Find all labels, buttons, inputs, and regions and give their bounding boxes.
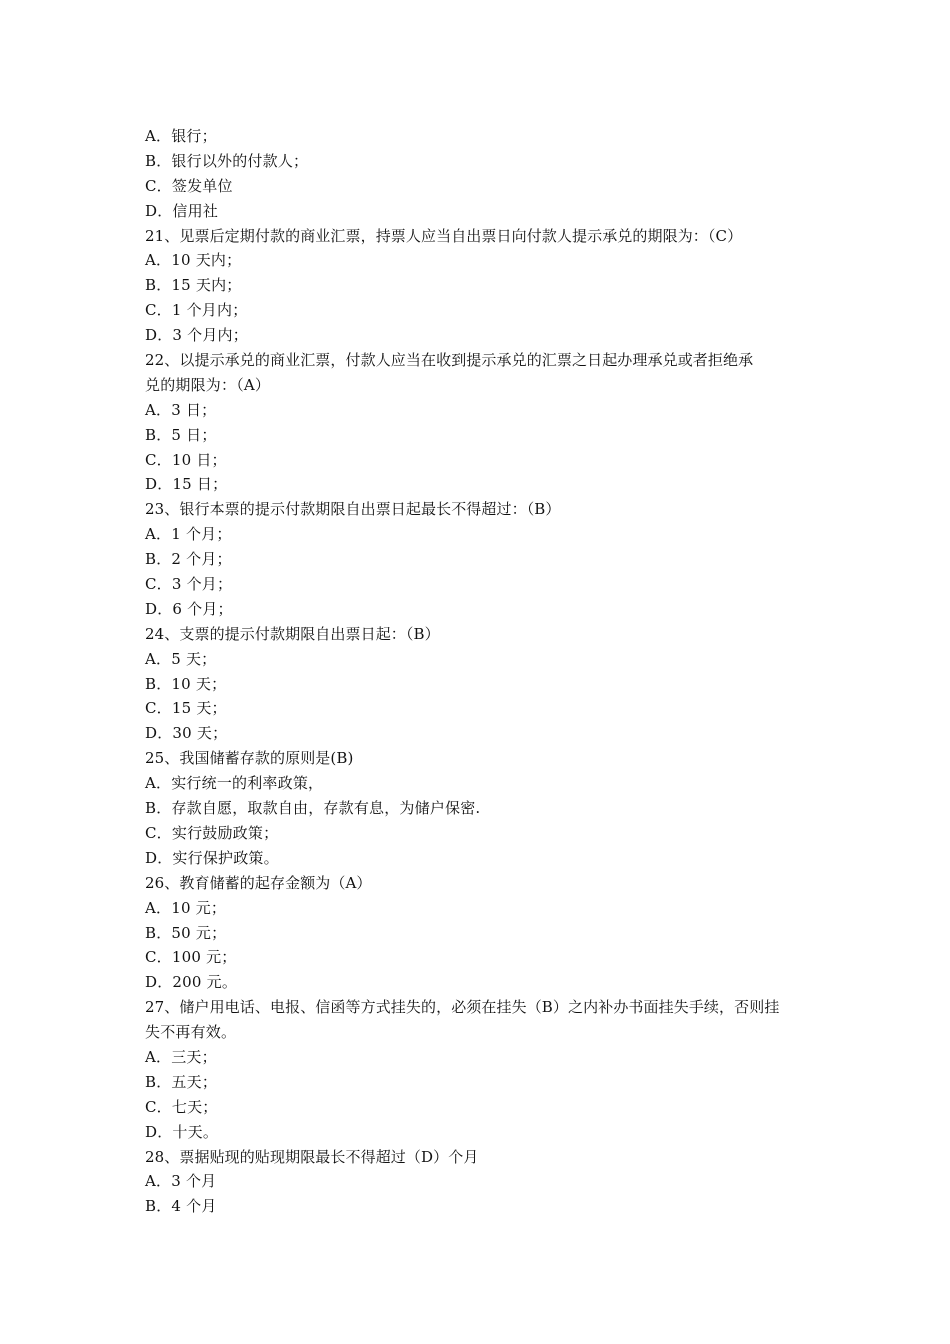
options-block — [145, 896, 813, 996]
options-block — [145, 1169, 813, 1219]
option-line: A．5 天； — [145, 649, 217, 668]
question-text-line: 26、教育储蓄的起存金额为（A） — [145, 873, 372, 892]
question-block — [145, 871, 813, 896]
option-line: B．50 元； — [145, 923, 227, 942]
question-text-line: 24、支票的提示付款期限自出票日起：（B） — [145, 624, 440, 643]
question-text-line: 21、见票后定期付款的商业汇票，持票人应当自出票日向付款人提示承兑的期限为：（C） — [145, 226, 743, 245]
question-block — [145, 224, 813, 249]
option-line: D．30 天； — [145, 724, 228, 743]
option-line: A．3 日； — [145, 400, 217, 419]
option-line: B．15 天内； — [145, 276, 242, 295]
option-line: D．实行保护政策。 — [145, 848, 279, 867]
option-line: A．银行； — [145, 127, 217, 145]
question-text-line: 27、储户用电话、电报、信函等方式挂失的，必须在挂失（B）之内补办书面挂失手续，否则挂 — [145, 998, 780, 1017]
option-line: C．七天； — [145, 1097, 218, 1116]
option-line: C．15 天； — [145, 699, 227, 718]
option-line: A．实行统一的利率政策， — [145, 774, 324, 793]
option-line: A．10 天内； — [145, 251, 242, 270]
question-block — [145, 497, 813, 522]
option-line: B．4 个月 — [145, 1197, 217, 1216]
question-block — [145, 622, 813, 647]
option-line: C．实行鼓励政策； — [145, 823, 279, 842]
option-line: C．1 个月内； — [145, 301, 248, 320]
option-line: A．三天； — [145, 1047, 217, 1066]
option-line: B．银行以外的付款人； — [145, 151, 309, 170]
options-block — [145, 248, 813, 348]
option-line: D．十天。 — [145, 1122, 219, 1141]
option-line: D．200 元。 — [145, 973, 238, 992]
question-text-line: 25、我国储蓄存款的原则是(B) — [145, 749, 354, 768]
question-block — [145, 995, 813, 1045]
option-line: B．2 个月； — [145, 550, 232, 569]
question-text-line: 兑的期限为：（A） — [145, 375, 271, 394]
option-line: C．签发单位 — [145, 176, 233, 195]
question-block — [145, 1145, 813, 1170]
question-text-line: 22、以提示承兑的商业汇票，付款人应当在收到提示承兑的汇票之日起办理承兑或者拒绝承 — [145, 351, 754, 370]
option-line: C．3 个月； — [145, 575, 233, 594]
document-body — [145, 124, 813, 1219]
option-line: A．3 个月 — [145, 1172, 217, 1191]
options-block — [145, 398, 813, 498]
option-line: A．1 个月； — [145, 525, 232, 544]
options-block — [145, 124, 813, 224]
option-line: D．3 个月内； — [145, 326, 248, 345]
option-line: D．6 个月； — [145, 599, 233, 618]
question-text-line: 28、票据贴现的贴现期限最长不得超过（D）个月 — [145, 1147, 479, 1166]
option-line: D．15 日； — [145, 475, 228, 494]
option-line: C．10 日； — [145, 450, 227, 469]
option-line: B．5 日； — [145, 425, 217, 444]
question-text-line: 失不再有效。 — [145, 1023, 237, 1042]
options-block — [145, 771, 813, 871]
options-block — [145, 647, 813, 747]
option-line: B．10 天； — [145, 674, 227, 693]
option-line: C．100 元； — [145, 948, 237, 967]
option-line: D．信用社 — [145, 201, 219, 220]
option-line: A．10 元； — [145, 898, 227, 917]
question-block — [145, 348, 813, 398]
options-block — [145, 1045, 813, 1145]
question-text-line: 23、银行本票的提示付款期限自出票日起最长不得超过：（B） — [145, 500, 561, 519]
option-line: B．存款自愿，取款自由，存款有息，为储户保密. — [145, 799, 481, 818]
question-block — [145, 746, 813, 771]
option-line: B．五天； — [145, 1072, 218, 1091]
options-block — [145, 522, 813, 622]
